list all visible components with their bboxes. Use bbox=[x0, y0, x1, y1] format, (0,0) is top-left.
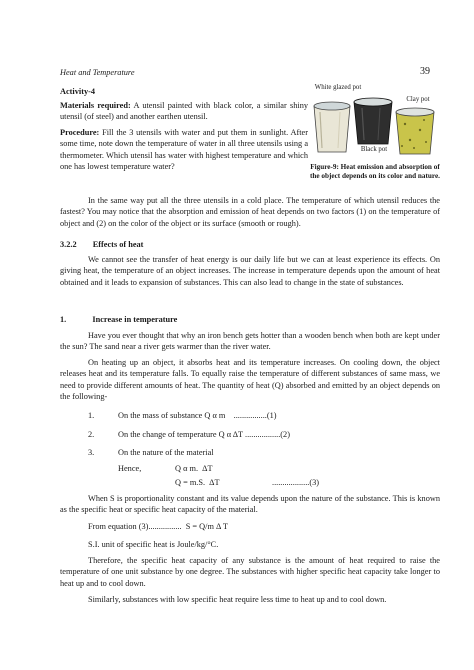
hence-expression-1: Q α m. ΔT bbox=[175, 464, 213, 473]
paragraph-heating: On heating up an object, it absorbs heat and its temperature increases. On cooling down, the object releases heat and its temperature falls. To equally raise the temperature of different substances of same mass, we need to provide different amounts of heat. The quantity of heat (Q) absorbed and emitted by an object depends on the following- bbox=[60, 358, 440, 402]
paragraph-effects: We cannot see the transfer of heat energy is our daily life but we can at least experience its effects. On giving heat, the temperature of an object increases. The increase in temperature depends upon the amount of heat obtained and it leads to expansion of substances. This can also lead to change in the state of substances. bbox=[60, 255, 440, 287]
pots-illustration bbox=[310, 96, 438, 156]
equation-3-ref: ..................(3) bbox=[272, 478, 320, 487]
paragraph-cold: In the same way put all the three utensils in a cold place. The temperature of which utensil reduces the fastest? You may notice that the absorption and emission of heat depends on two factors (1) on the temperature of object and (2) on the color of the object or its surface (smooth or rough). bbox=[60, 196, 440, 228]
section-heading bbox=[60, 240, 143, 249]
label-black-pot: Black pot bbox=[360, 146, 388, 153]
list-item-1: 1. bbox=[88, 411, 95, 420]
si-unit: S.I. unit of specific heat is Joule/kg/°C. bbox=[88, 540, 219, 549]
hence-expression-2: Q = m.S. ΔT bbox=[175, 478, 220, 487]
paragraph-s: When S is proportionality constant and its value depends upon the nature of the substance. This is known as the specific heat or specific heat capacity of the material. bbox=[60, 494, 440, 515]
paragraph-therefore: Therefore, the specific heat capacity of any substance is the amount of heat required to raise the temperature of one unit substance by one degree. The substances with higher specific heat capacity take longer to heat up and to cool down. bbox=[60, 556, 440, 588]
procedure-text: Fill the 3 utensils with water and put them in sunlight. After some time, note down the temperature of water in all three utensils using a thermometer. Which utensil has water with highest temperature and which one has lowest temperature water? bbox=[60, 128, 308, 172]
procedure-paragraph bbox=[60, 127, 308, 173]
materials-label: Materials required: bbox=[60, 101, 131, 110]
subsection-title: Increase in temperature bbox=[92, 315, 178, 324]
procedure-label: Procedure: bbox=[60, 128, 100, 137]
list-item-1-text: On the mass of substance Q α m ................(1) bbox=[118, 411, 277, 420]
clay-pot-icon bbox=[396, 108, 434, 154]
label-white-pot: White glazed pot bbox=[314, 84, 362, 91]
paragraph-bench: Have you ever thought that why an iron bench gets hotter than a wooden bench when both are kept under the sun? The sand near a river gets warmer than the river water. bbox=[60, 331, 440, 352]
page-number: 39 bbox=[420, 66, 430, 77]
list-item-3: 3. bbox=[88, 448, 95, 457]
white-pot-icon bbox=[314, 102, 350, 152]
section-title: Effects of heat bbox=[92, 240, 144, 249]
black-pot-icon bbox=[354, 98, 392, 144]
materials-paragraph bbox=[60, 100, 308, 123]
running-header: Heat and Temperature bbox=[60, 68, 135, 77]
list-item-2: 2. bbox=[88, 430, 95, 439]
subsection-heading bbox=[60, 315, 177, 324]
subsection-number: 1. bbox=[60, 315, 67, 324]
activity-title: Activity-4 bbox=[60, 87, 96, 96]
list-item-2-text: On the change of temperature Q α ΔT .................(2) bbox=[118, 430, 290, 439]
materials-text: A utensil painted with black color, a similar shiny utensil (of steel) and another earthen utensil. bbox=[60, 101, 309, 122]
label-clay-pot: Clay pot bbox=[406, 96, 430, 103]
hence-label: Hence, bbox=[118, 464, 142, 473]
section-number: 3.2.2 bbox=[60, 240, 77, 249]
figure-caption: Figure-9: Heat emission and absorption of the object depends on its color and nature. bbox=[310, 163, 440, 180]
from-equation: From equation (3)................ S = Q/m Δ T bbox=[88, 522, 228, 531]
list-item-3-text: On the nature of the material bbox=[118, 448, 214, 457]
paragraph-similarly: Similarly, substances with low specific heat require less time to heat up and to cool down. bbox=[88, 595, 387, 604]
